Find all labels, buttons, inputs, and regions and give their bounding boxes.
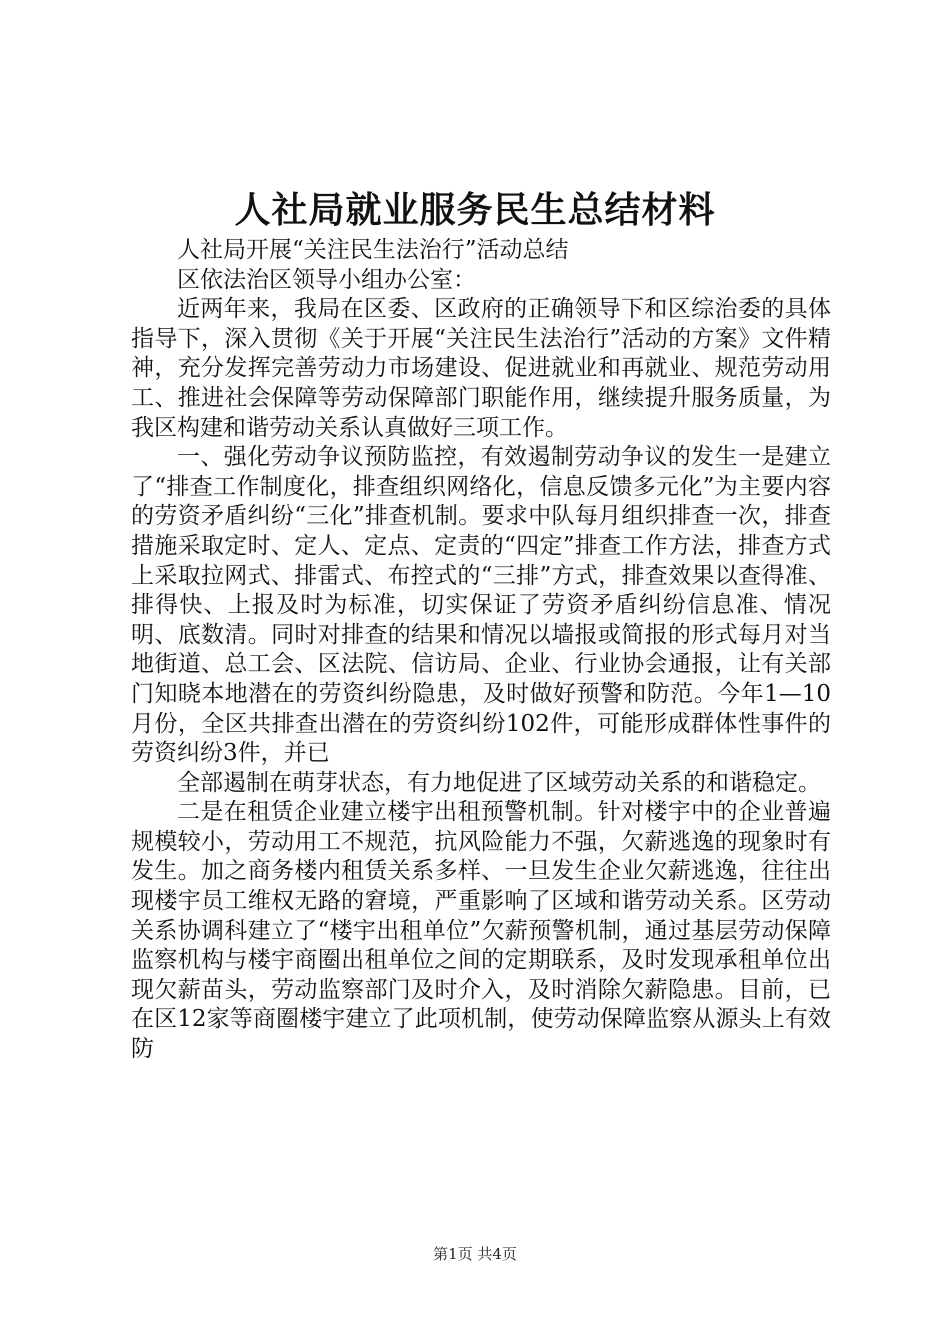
paragraph-addressee: 区依法治区领导小组办公室： bbox=[177, 266, 476, 293]
page-number-footer: 第1页 共4页 bbox=[433, 1245, 517, 1263]
document-body bbox=[131, 236, 831, 1065]
paragraph-section-two: 二是在租赁企业建立楼宇出租预警机制。针对楼宇中的企业普遍规模较小，劳动用工不规范，抗风险能力不强，欠薪逃逸的现象时有发生。加之商务楼内租赁关系多样、一旦发生企业欠薪逃逸，往往出现楼宇员工维权无路的窘境，严重影响了区域和谐劳动关系。区劳动关系协调科建立了“楼宇出租单位”欠薪预警机制，通过基层劳动保障监察机构与楼宇商圈出租单位之间的定期联系，及时发现承租单位出现欠薪苗头，劳动监察部门及时介入，及时消除欠薪隐患。目前，已在区12家等商圈楼宇建立了此项机制，使劳动保障监察从源头上有效防 bbox=[131, 799, 831, 1063]
paragraph-section-one: 一、强化劳动争议预防监控，有效遏制劳动争议的发生一是建立了“排查工作制度化，排查组织网络化，信息反馈多元化”为主要内容的劳资矛盾纠纷“三化”排查机制。要求中队每月组织排查一次，排查措施采取定时、定人、定点、定责的“四定”排查工作方法，排查方式上采取拉网式、排雷式、布控式的“三排”方式，排查效果以查得准、排得快、上报及时为标准，切实保证了劳资矛盾纠纷信息准、情况明、底数清。同时对排查的结果和情况以墙报或简报的形式每月对当地街道、总工会、区法院、信访局、企业、行业协会通报，让有关部门知晓本地潜在的劳资纠纷隐患，及时做好预警和防范。今年1—10月份，全区共排查出潜在的劳资纠纷102件，可能形成群体性事件的劳资纠纷3件，并已 bbox=[131, 444, 831, 767]
document-title: 人社局就业服务民生总结材料 bbox=[234, 189, 716, 231]
paragraph-continuation: 全部遏制在萌芽状态，有力地促进了区域劳动关系的和谐稳定。 bbox=[177, 769, 821, 796]
paragraph-subtitle: 人社局开展“关注民生法治行”活动总结 bbox=[177, 237, 569, 263]
paragraph-intro: 近两年来，我局在区委、区政府的正确领导下和区综治委的具体指导下，深入贯彻《关于开展“关注民生法治行”活动的方案》文件精神，充分发挥完善劳动力市场建设、促进就业和再就业、规范劳动用工、推进社会保障等劳动保障部门职能作用，继续提升服务质量，为我区构建和谐劳动关系认真做好三项工作。 bbox=[131, 296, 831, 441]
